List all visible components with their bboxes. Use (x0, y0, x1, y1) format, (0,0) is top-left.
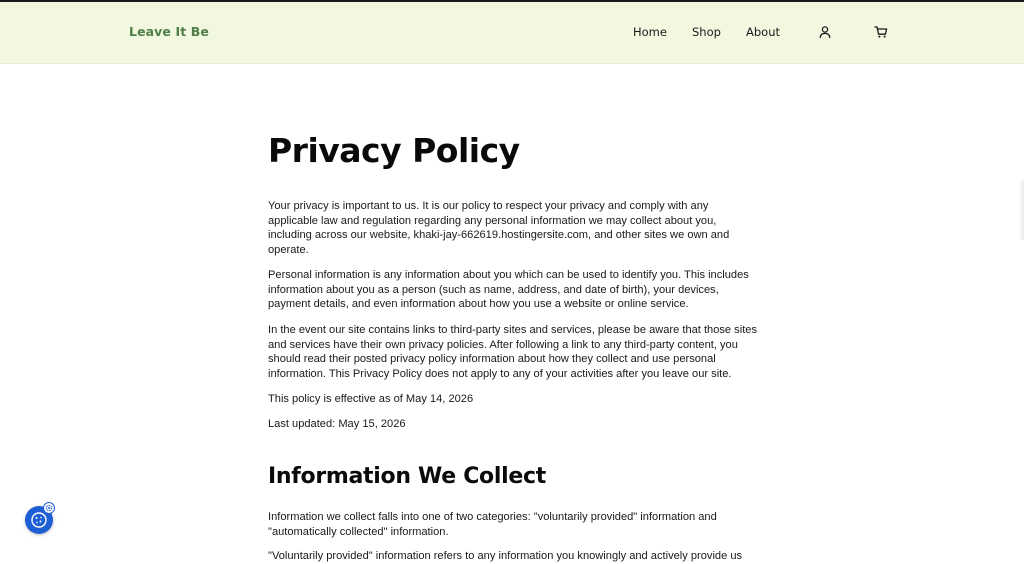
section-paragraph: Information we collect falls into one of two categories: "voluntarily provided" information and "automatically collected" information. (268, 511, 717, 538)
gear-icon (43, 502, 55, 514)
effective-date: This policy is effective as of May 14, 2026 (268, 393, 474, 405)
section-title: Information We Collect (268, 464, 546, 489)
site-logo-link[interactable]: Leave It Be (129, 24, 209, 39)
cart-icon[interactable] (874, 25, 888, 39)
page-title: Privacy Policy (268, 131, 520, 170)
nav-about[interactable]: About (746, 25, 781, 39)
section-paragraph: "Voluntarily provided" information refers to any information you knowingly and actively provide us (268, 550, 743, 562)
site-header (0, 2, 1024, 64)
user-icon[interactable] (818, 25, 832, 39)
policy-paragraph: Personal information is any information about you which can be used to identify you. This includes information about you as a person (such as name, address, and date of birth), your devices, payment details, and even information about how you use a website or online service. (268, 269, 749, 311)
nav-home[interactable]: Home (633, 25, 667, 39)
nav-shop[interactable]: Shop (692, 25, 721, 39)
policy-paragraph: In the event our site contains links to third-party sites and services, please be aware that those sites and services have their own privacy policies. After following a link to any third-party content, you should read their posted privacy policy information about how they collect and use personal information. This Privacy Policy does not apply to any of your activities after you leave our site. (268, 324, 757, 381)
policy-paragraph: Your privacy is important to us. It is our policy to respect your privacy and comply with any applicable law and regulation regarding any personal information we may collect about you, including across our website, khaki-jay-662619.hostingersite.com, and other sites we own and operate. (268, 200, 730, 257)
side-panel-edge (1018, 180, 1024, 240)
last-updated: Last updated: May 15, 2026 (268, 418, 406, 430)
